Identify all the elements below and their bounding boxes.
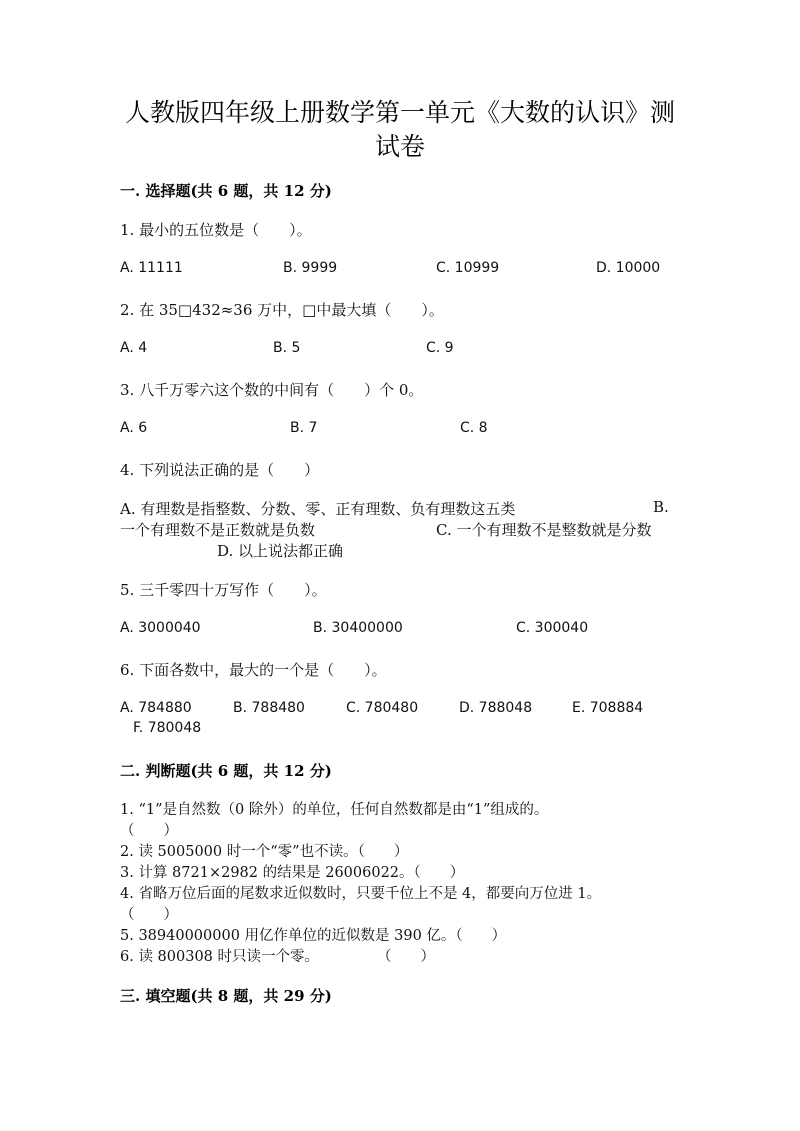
section-heading-true-false: 二. 判断题(共 6 题，共 12 分) xyxy=(120,762,332,780)
question-3-option-a: A. 6 xyxy=(120,420,148,436)
question-1-stem: 1. 最小的五位数是（ ）。 xyxy=(120,221,312,239)
exam-title-line-2: 试卷 xyxy=(374,132,425,161)
question-6-option-f: F. 780048 xyxy=(133,720,202,736)
exam-title-line-1: 人教版四年级上册数学第一单元《大数的认识》测 xyxy=(124,98,675,127)
question-6-option-c: C. 780480 xyxy=(346,700,419,716)
tf-item-4-bracket: （ ） xyxy=(120,907,178,923)
tf-item-3: 3. 计算 8721×2982 的结果是 26006022。（ ） xyxy=(120,865,465,881)
section-heading-multiple-choice: 一. 选择题(共 6 题，共 12 分) xyxy=(120,182,332,200)
question-1-option-b: B. 9999 xyxy=(283,260,338,276)
question-1-option-a: A. 11111 xyxy=(120,260,183,276)
question-4-stem: 4. 下列说法正确的是（ ） xyxy=(120,461,320,479)
question-4-option-a: A. 有理数是指整数、分数、零、正有理数、负有理数这五类 xyxy=(120,500,516,518)
question-5-option-b: B. 30400000 xyxy=(313,620,403,636)
question-6-option-b: B. 788480 xyxy=(233,700,305,716)
section-heading-fill-in: 三. 填空题(共 8 题，共 29 分) xyxy=(120,987,332,1005)
question-5-stem: 5. 三千零四十万写作（ ）。 xyxy=(120,581,327,599)
question-4-option-b-label: B. xyxy=(653,498,669,516)
tf-item-5: 5. 38940000000 用亿作单位的近似数是 390 亿。（ ） xyxy=(120,928,507,944)
tf-item-1: 1. “1”是自然数（0 除外）的单位，任何自然数都是由“1”组成的。 xyxy=(120,802,549,818)
question-6-option-a: A. 784880 xyxy=(120,700,192,716)
question-1-option-c: C. 10999 xyxy=(436,260,500,276)
tf-item-4: 4. 省略万位后面的尾数求近似数时，只要千位上不是 4，都要向万位进 1。 xyxy=(120,886,602,902)
question-2-stem: 2. 在 35□432≈36 万中，□中最大填（ ）。 xyxy=(120,301,444,319)
question-4-option-d: D. 以上说法都正确 xyxy=(217,542,344,560)
tf-item-2: 2. 读 5005000 时一个“零”也不读。（ ） xyxy=(120,844,409,860)
question-6-option-e: E. 708884 xyxy=(572,700,644,716)
question-3-option-c: C. 8 xyxy=(460,420,488,436)
question-5-option-a: A. 3000040 xyxy=(120,620,201,636)
question-2-option-b: B. 5 xyxy=(273,340,301,356)
question-4-option-b-text: 一个有理数不是正数就是负数 xyxy=(120,521,316,539)
question-6-stem: 6. 下面各数中，最大的一个是（ ）。 xyxy=(120,661,387,679)
question-6-option-d: D. 788048 xyxy=(459,700,533,716)
tf-item-1-bracket: （ ） xyxy=(120,823,178,839)
question-4-option-c: C. 一个有理数不是整数就是分数 xyxy=(436,521,652,539)
question-2-option-a: A. 4 xyxy=(120,340,148,356)
question-3-stem: 3. 八千万零六这个数的中间有（ ）个 0。 xyxy=(120,381,424,399)
question-3-option-b: B. 7 xyxy=(290,420,318,436)
question-2-option-c: C. 9 xyxy=(426,340,454,356)
question-1-option-d: D. 10000 xyxy=(596,260,661,276)
question-5-option-c: C. 300040 xyxy=(516,620,589,636)
tf-item-6: 6. 读 800308 时只读一个零。 （ ） xyxy=(120,949,436,965)
